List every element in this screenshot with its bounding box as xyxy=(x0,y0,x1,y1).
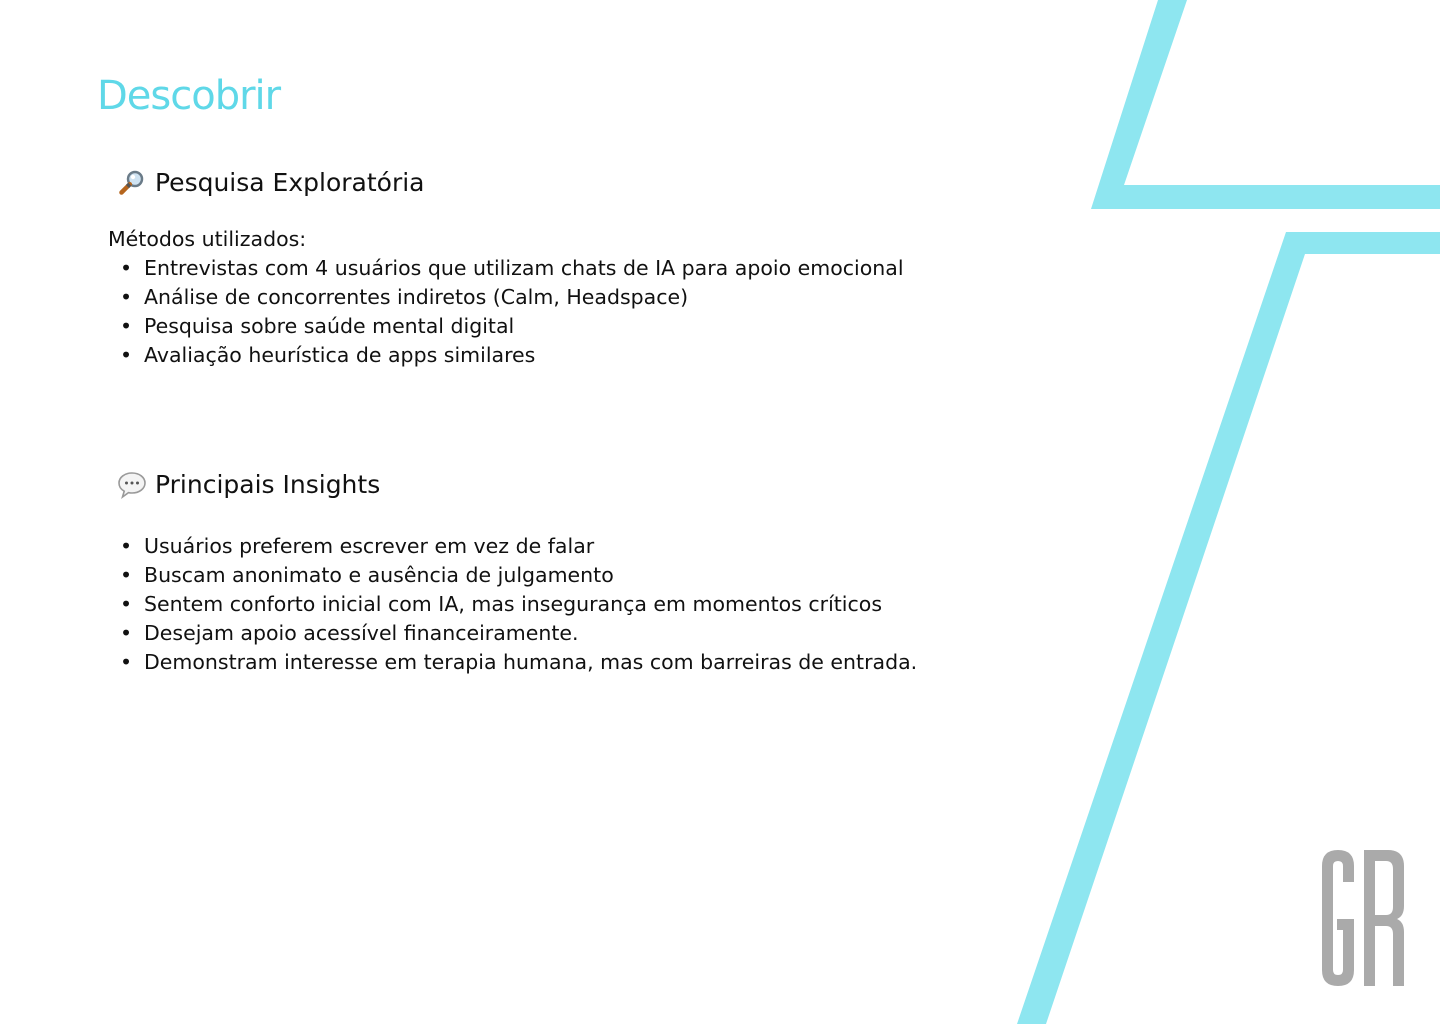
methods-label: Métodos utilizados: xyxy=(108,227,307,251)
list-item-text: Pesquisa sobre saúde mental digital xyxy=(144,314,515,338)
bullet: • xyxy=(120,314,133,338)
list-item xyxy=(108,532,1025,561)
page-title: Descobrir xyxy=(97,73,281,119)
list-item-text: Entrevistas com 4 usuários que utilizam chats de IA para apoio emocional xyxy=(144,256,904,280)
list-item-text: Buscam anonimato e ausência de julgamento xyxy=(144,563,614,587)
list-item xyxy=(108,341,938,370)
magnifying-glass-icon xyxy=(117,168,147,198)
list-item-text: Usuários preferem escrever em vez de falar xyxy=(144,534,595,558)
list-item xyxy=(108,254,938,283)
bullet: • xyxy=(120,621,133,645)
list-item-text: Desejam apoio acessível financeiramente. xyxy=(144,621,579,645)
list-item xyxy=(108,283,938,312)
insights-list-block xyxy=(108,532,1025,677)
list-item xyxy=(108,312,938,341)
bullet: • xyxy=(120,592,133,616)
list-item xyxy=(108,619,1025,648)
list-item-text: Sentem conforto inicial com IA, mas insegurança em momentos críticos xyxy=(144,592,882,616)
section-heading-label: Pesquisa Exploratória xyxy=(155,168,425,197)
list-item-text: Demonstram interesse em terapia humana, mas com barreiras de entrada. xyxy=(144,650,918,674)
list-item xyxy=(108,561,1025,590)
section-heading-insights xyxy=(117,468,380,502)
logo-letter-g xyxy=(1322,850,1354,986)
bullet: • xyxy=(120,256,133,280)
upper-stripe-shape xyxy=(1091,0,1440,209)
logo-letter-r xyxy=(1364,850,1404,986)
list-item xyxy=(108,590,1025,619)
list-item-text: Avaliação heurística de apps similares xyxy=(144,343,536,367)
section-heading-label: Principais Insights xyxy=(155,470,381,499)
list-item xyxy=(108,648,1025,677)
insights-list xyxy=(108,532,1025,677)
bullet: • xyxy=(120,285,133,309)
bullet: • xyxy=(120,343,133,367)
bullet: • xyxy=(120,650,133,674)
section-heading-research xyxy=(117,166,424,200)
methods-list-block xyxy=(108,254,938,370)
gr-logo xyxy=(1318,848,1408,988)
bullet: • xyxy=(120,563,133,587)
bullet: • xyxy=(120,534,133,558)
list-item-text: Análise de concorrentes indiretos (Calm, Headspace) xyxy=(144,285,689,309)
speech-bubble-icon xyxy=(117,470,147,500)
methods-list xyxy=(108,254,938,370)
